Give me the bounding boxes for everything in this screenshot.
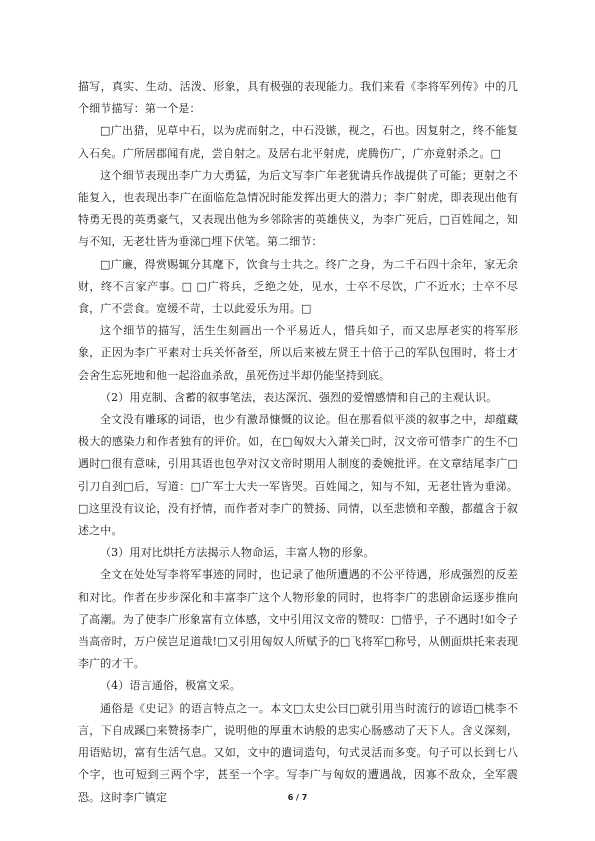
- paragraph-quote-tiger: □广出猎，见草中石，以为虎而射之，中石没镞，视之，石也。因复射之，终不能复入石矣。广所居郡闻有虎，尝自射之。及居右北平射虎，虎腾伤广，广亦竟射杀之。□: [78, 124, 518, 160]
- section-heading-2: （2）用克制、含蓄的叙事笔法，表达深沉、强烈的爱憎感情和自己的主观认识。: [100, 390, 498, 404]
- paragraph-5: 这个细节的描写，活生生刻画出一个平易近人，惜兵如子，而又忠厚老实的将军形象，正因为李广平素对士兵关怀备至，所以后来被左贤王十倍于己的军队包围时，将士才会舍生忘死地和他一起浴血杀敌，虽死伤过半却仍能坚持到底。: [78, 324, 518, 382]
- section-heading-3: （3）用对比烘托方法揭示人物命运，丰富人物的形象。: [100, 546, 375, 560]
- paragraph-1: 描写，真实、生动、活泼、形象，具有极强的表现能力。我们来看《李将军列传》中的几个细节描写：第一个是：: [78, 80, 518, 116]
- paragraph-quote-integrity: □广廉，得赏赐辄分其麾下，饮食与士共之。终广之身，为二千石四十余年，家无余财，终不言家产事。□ □广将兵，乏绝之处，见水，士卒不尽饮，广不近水；士卒不尽食，广不尝食。宽缓不苛，士以此爱乐为用。□: [78, 257, 518, 316]
- document-body: [78, 76, 518, 809]
- paragraph-11: 通俗是《史记》的语言特点之一。本文□太史公曰□就引用当时流行的谚语□桃李不言，下自成蹊□来赞扬李广，说明他的厚重木讷般的忠实心肠感动了天下人。含义深刻，用语贴切，富有生活气息。又如，文中的遣词造句，句式灵活而多变。句子可以长到七八个字，也可短到三两个字，甚至一个字。写李广与匈奴的遭遇战，因寡不敌众，全军震恐。这时李广镇定: [78, 701, 518, 804]
- paragraph-3: 这个细节表现出李广力大勇猛，为后文写李广年老犹请兵作战提供了可能；更射之不能复入，也表现出李广在面临危急情况时能发挥出更大的潜力；李广射虎，即表现出他有特勇无畏的英勇豪气，又表现出他为乡邻除害的英雄侠义，为李广死后，□百姓闻之，知与不知，无老壮皆为垂涕□埋下伏笔。第二细节：: [78, 168, 518, 249]
- paragraph-7: 全文没有雕琢的词语，也少有激昂慷慨的议论。但在那看似平淡的叙事之中，却蕴藏极大的感染力和作者独有的评价。如，在□匈奴大入萧关□时，汉文帝可惜李广的生不□遇时□很有意味，引用其语也包孕对汉文帝时期用人制度的委婉批评。在文章结尾李广□引刀自刭□后，写道：□广军士大夫一军皆哭。百姓闻之，知与不知，无老壮皆为垂涕。□这里没有议论，没有抒情，而作者对李广的赞扬、同情，以至悲愤和辛酸，都蕴含于叙述之中。: [78, 413, 518, 538]
- section-heading-4: （4）语言通俗，极富文采。: [100, 679, 241, 693]
- paragraph-9: 全文在处处写李将军事迹的同时，也记录了他所遭遇的不公平待遇，形成强烈的反差和对比。作者在步步深化和丰富李广这个人物形象的同时，也将李广的悲剧命运逐步推向了高潮。为了使李广形象富有立体感，文中引用汉文帝的赞叹：□惜乎，子不遇时!如令子当高帝时，万户侯岂足道哉!□又引用匈奴人所赋予的□飞将军□称号，从侧面烘托来表现李广的才干。: [78, 568, 518, 671]
- page-number: 6 / 7: [287, 793, 308, 802]
